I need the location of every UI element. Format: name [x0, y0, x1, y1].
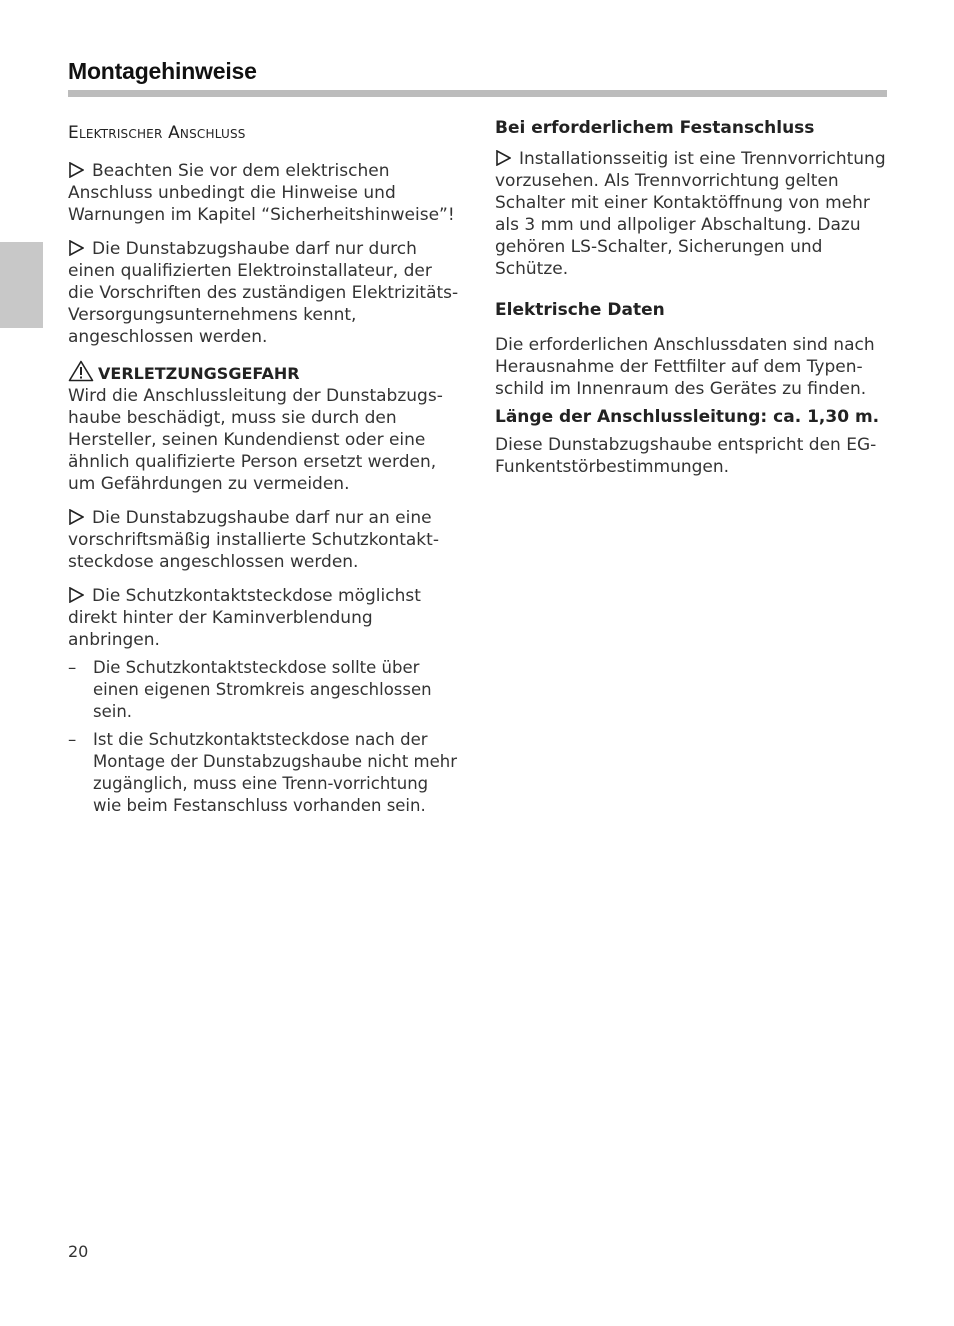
list-dash: – — [68, 730, 77, 749]
chapter-tab — [0, 242, 43, 328]
instruction-triangle-icon — [68, 587, 84, 603]
instruction-paragraph: Die Dunstabzugshaube darf nur an eine vorschriftsmäßig installierte Schutzkontakt-steckdose angeschlossen werden. — [68, 508, 439, 572]
subheading-fixed-connection: Bei erforderlichem Festanschluss — [495, 118, 815, 138]
instruction-paragraph: Installationsseitig ist eine Trennvorrichtung vorzusehen. Als Trennvorrichtung gelten Schalter mit einer Kontaktöffnung von mehr als 3 mm und allpoliger Abschaltung. Dazu gehören LS-Schalter, Sicherungen und Schütze. — [495, 149, 886, 279]
instruction-paragraph: Die Schutzkontaktsteckdose möglichst direkt hinter der Kaminverblendung anbringen. — [68, 586, 421, 650]
right-column — [495, 118, 887, 490]
data-paragraph: Die erforderlichen Anschlussdaten sind nach Herausnahme der Fettfilter auf dem Typen-schild im Innenraum des Gerätes zu finden. — [495, 335, 875, 399]
instruction-triangle-icon — [68, 162, 84, 178]
instruction-paragraph: Die Dunstabzugshaube darf nur durch einen qualifizierten Elektroinstallateur, der die Vorschriften des zuständigen Elektrizitäts-Versorgungsunternehmens kennt, angeschlossen werden. — [68, 239, 459, 347]
section-heading-electrical-connection: Elektrischer Anschluss — [68, 123, 246, 143]
list-dash: – — [68, 658, 77, 677]
emc-paragraph: Diese Dunstabzugshaube entspricht den EG-Funkentstörbestimmungen. — [495, 435, 877, 477]
subheading-electrical-data: Elektrische Daten — [495, 300, 665, 320]
page-title: Montagehinweise — [68, 58, 257, 84]
warning-text: Wird die Anschlussleitung der Dunstabzugs-haube beschädigt, muss sie durch den Hersteller, seinen Kundendienst oder eine ähnlich qualifizierte Person ersetzt werden, um Gefährdungen zu vermeiden. — [68, 386, 443, 494]
cable-length: Länge der Anschlussleitung: ca. 1,30 m. — [495, 407, 880, 427]
left-column — [68, 118, 460, 823]
instruction-paragraph: Beachten Sie vor dem elektrischen Anschluss unbedingt die Hinweise und Warnungen im Kapitel “Sicherheitshinweise”! — [68, 161, 455, 225]
page-number: 20 — [68, 1242, 89, 1261]
list-item: – Die Schutzkontaktsteckdose sollte über einen eigenen Stromkreis angeschlossen sein. — [68, 658, 432, 721]
warning-triangle-icon — [68, 360, 94, 382]
instruction-triangle-icon — [495, 150, 511, 166]
title-rule — [68, 90, 887, 97]
instruction-triangle-icon — [68, 509, 84, 525]
instruction-triangle-icon — [68, 240, 84, 256]
warning-block — [68, 360, 460, 495]
list-item: – Ist die Schutzkontaktsteckdose nach der Montage der Dunstabzugshaube nicht mehr zugänglich, muss eine Trenn-vorrichtung wie beim Festanschluss vorhanden sein. — [68, 730, 457, 815]
warning-title: VERLETZUNGSGEFAHR — [98, 364, 300, 383]
